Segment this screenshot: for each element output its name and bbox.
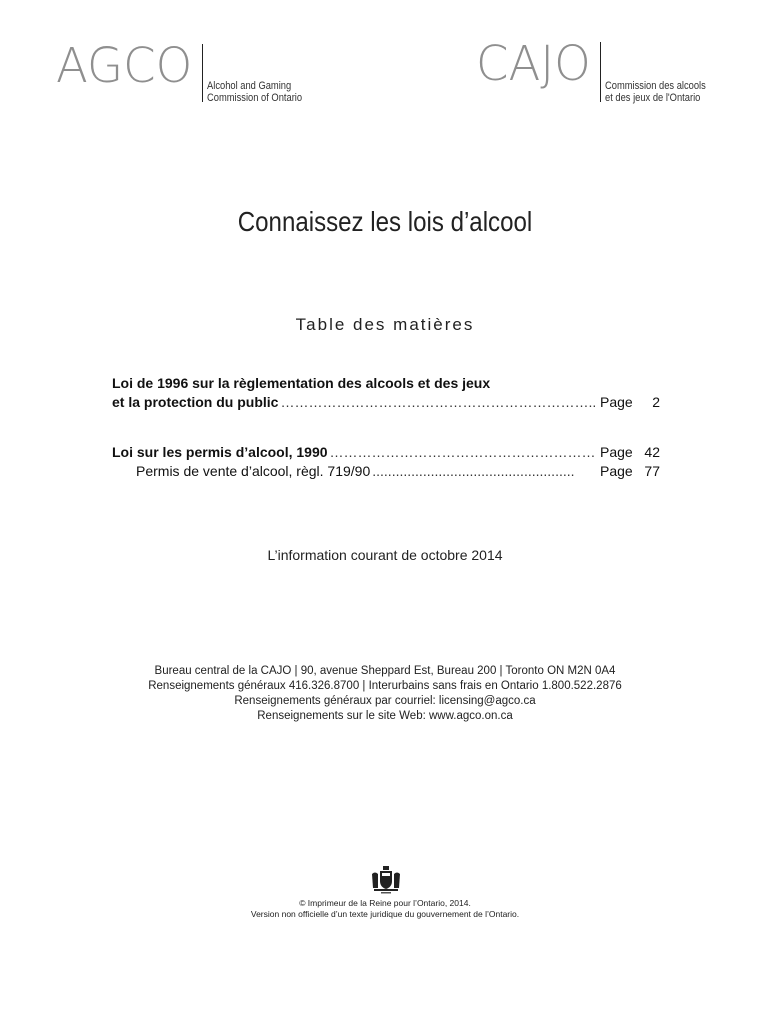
footer-copyright: © Imprimeur de la Reine pour l’Ontario, 2014. [299, 898, 471, 908]
page-number: 77 [644, 463, 660, 479]
toc-entry-3-page [600, 463, 660, 479]
page-label: Page [600, 394, 633, 410]
cajo-logo-subtitle [605, 80, 706, 104]
toc-entry-3 [112, 463, 660, 482]
toc-entry-1-page [600, 394, 660, 410]
page-label: Page [600, 444, 633, 460]
agco-logo-line2: Commission of Ontario [207, 92, 303, 104]
ontario-crest-icon [371, 866, 401, 894]
cajo-logo [476, 36, 724, 104]
cajo-logo-word: CAJO [476, 36, 591, 92]
contact-address: Bureau central de la CAJO | 90, avenue Sheppard Est, Bureau 200 | Toronto ON M2N 0A4 [154, 665, 616, 677]
cajo-logo-divider [600, 42, 601, 102]
toc-entry-1-line1 [112, 375, 660, 394]
contact-block [0, 664, 770, 724]
toc-group-2 [112, 444, 660, 482]
page-label: Page [600, 463, 633, 479]
toc-entry-2-page [600, 444, 660, 460]
toc-entry-2 [112, 444, 660, 463]
cajo-logo-line1: Commission des alcools [605, 80, 707, 92]
toc-entry-3-title: Permis de vente d’alcool, règl. 719/90 [136, 463, 371, 479]
footer-disclaimer: Version non officielle d’un texte juridique du gouvernement de l’Ontario. [250, 909, 520, 919]
agco-logo-subtitle [207, 80, 302, 104]
agco-logo-word: AGCO [56, 38, 193, 94]
document-title: Connaissez les lois d’alcool [237, 206, 533, 237]
toc-heading: Table des matières [295, 315, 475, 334]
footer [0, 898, 770, 920]
toc-entry-1-line2 [112, 394, 660, 413]
agco-logo [56, 38, 319, 104]
contact-website: Renseignements sur le site Web: www.agco.on.ca [257, 710, 513, 722]
toc-leader-dots: ………………………………………………………….. [280, 394, 597, 410]
toc-entry-1 [112, 375, 660, 413]
contact-email: Renseignements généraux par courriel: licensing@agco.ca [234, 695, 536, 707]
agco-logo-line1: Alcohol and Gaming [207, 80, 292, 92]
contact-phone: Renseignements généraux 416.326.8700 | Interurbains sans frais en Ontario 1.800.522.2876 [148, 680, 622, 692]
toc-entry-2-title: Loi sur les permis d’alcool, 1990 [112, 444, 328, 460]
toc-leader-dots: ………………………………………………… [329, 444, 596, 460]
toc-leader-dots: .................................................... [372, 463, 575, 479]
cajo-logo-line2: et des jeux de l'Ontario [605, 92, 701, 104]
info-date: L’information courant de octobre 2014 [267, 547, 503, 563]
page-number: 2 [652, 394, 660, 410]
page-number: 42 [644, 444, 660, 460]
agco-logo-divider [202, 44, 203, 102]
toc-entry-1-title-line1: Loi de 1996 sur la règlementation des alcools et des jeux [112, 375, 491, 391]
toc-entry-1-title-line2: et la protection du public [112, 394, 279, 410]
